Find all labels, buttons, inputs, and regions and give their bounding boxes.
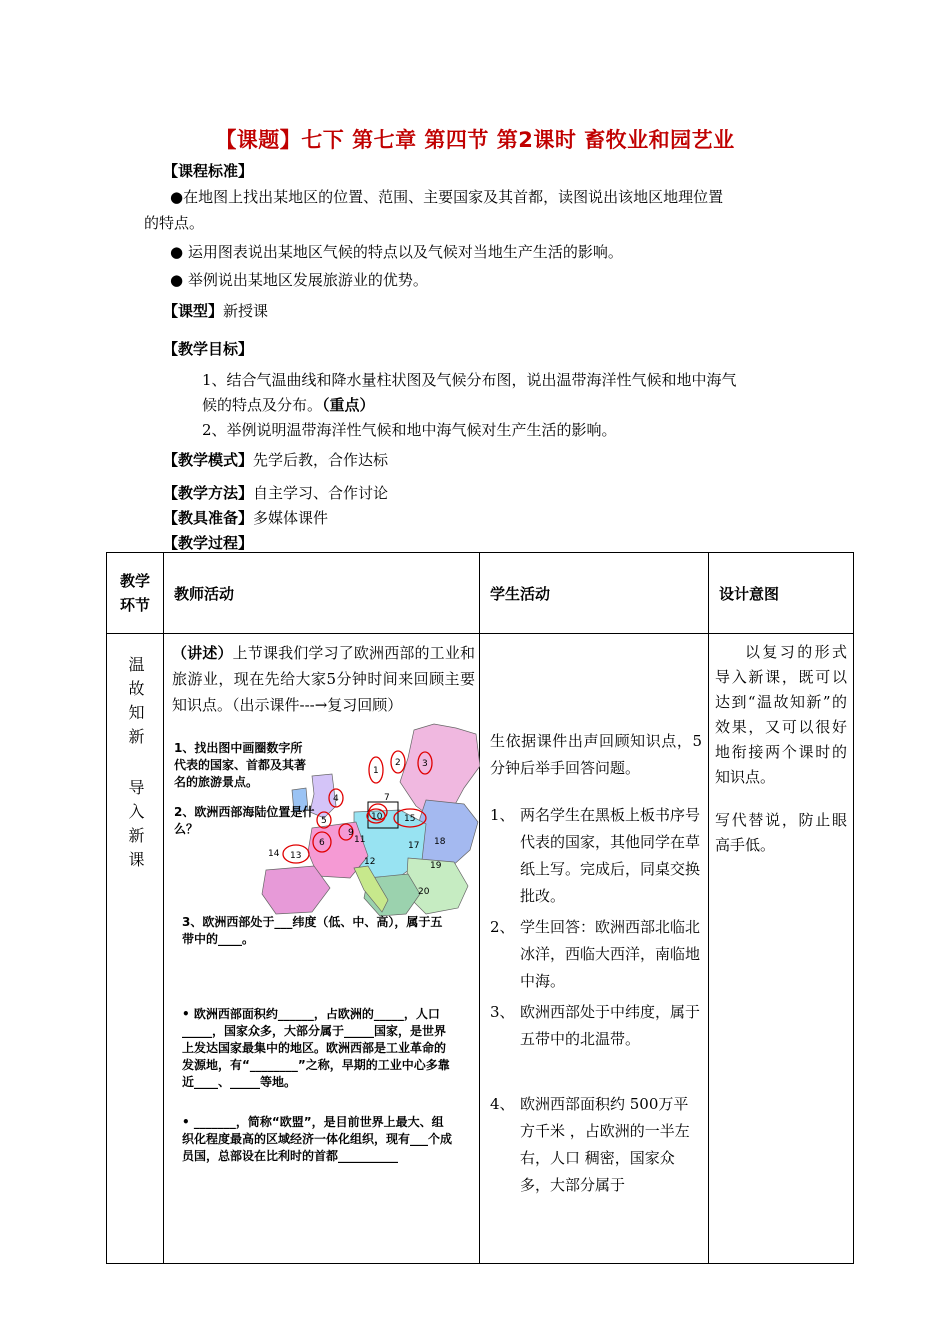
lesson-type-label: 【课型】 — [163, 302, 224, 320]
student-list — [480, 802, 708, 1199]
standard-bullet-1a: ●在地图上找出某地区的位置、范围、主要国家及其首都，读图说出该地区地理位置 — [170, 188, 724, 206]
student-item-4 — [490, 1091, 702, 1199]
stage-label: 温故知新 导入新课 — [126, 656, 145, 875]
student-intro: 生依据课件出声回顾知识点，5分钟后举手回答问题。 — [490, 732, 702, 777]
lesson-type-value: 新授课 — [223, 302, 269, 320]
map-number-15: 15 — [404, 814, 416, 824]
goal-1b — [202, 394, 375, 416]
map-number-3: 3 — [422, 759, 428, 769]
map-number-19: 19 — [430, 861, 442, 871]
slide-question-5-text: _______，简称“欧盟”，是目前世界上最大、组织化程度最高的区域经济一体化组织，现有___个成员国，总部设在比利时的首都__________ — [182, 1115, 453, 1163]
teacher-narration — [164, 634, 479, 718]
teacher-cell — [164, 634, 480, 1264]
method-label: 【教学方法】 — [163, 484, 254, 502]
map-number-4: 4 — [333, 794, 339, 804]
student-item-3-text: 欧洲西部处于中纬度，属于五带中的北温带。 — [520, 1003, 701, 1048]
student-item-1-num: 1、 — [490, 806, 515, 824]
map-number-18: 18 — [434, 837, 446, 847]
student-item-1 — [490, 802, 702, 910]
map-number-17: 17 — [408, 841, 420, 851]
student-item-1-text: 两名学生在黑板上板书序号代表的国家，其他同学在草纸上写。完成后，同桌交换批改。 — [520, 806, 701, 905]
map-number-11: 11 — [354, 835, 366, 845]
map-number-12: 12 — [364, 857, 376, 867]
lesson-type — [163, 300, 268, 322]
slide-question-1: 1、找出图中画圈数字所代表的国家、首都及其著名的旅游景点。 — [174, 741, 307, 789]
standard-bullet-3: ● 举例说出某地区发展旅游业的优势。 — [170, 271, 428, 289]
header-student: 学生活动 — [480, 553, 709, 634]
map-number-5: 5 — [321, 816, 327, 826]
process-heading: 【教学过程】 — [163, 534, 254, 552]
teaching-mode — [163, 449, 388, 471]
map-number-2: 2 — [395, 758, 401, 768]
map-number-1: 1 — [373, 766, 379, 776]
design-cell — [709, 634, 854, 1264]
slide-question-5: • _______，简称“欧盟”，是目前世界上最大、组织化程度最高的区域经济一体化组织，现有___个成员国，总部设在比利时的首都__________ — [182, 1115, 453, 1163]
goal-2: 2、举例说明温带海洋性气候和地中海气候对生产生活的影响。 — [202, 421, 617, 439]
goals-heading: 【教学目标】 — [163, 340, 254, 358]
student-cell — [480, 634, 709, 1264]
student-item-2 — [490, 914, 702, 995]
student-item-3 — [490, 999, 702, 1053]
header-design: 设计意图 — [709, 553, 854, 634]
goal-1b-text: 候的特点及分布。 — [202, 396, 323, 414]
map-number-10: 10 — [371, 812, 383, 822]
map-number-14: 14 — [268, 849, 280, 859]
map-number-9: 9 — [348, 828, 354, 838]
header-stage-line1: 教学 — [119, 572, 150, 590]
slide-question-2: 2、欧洲西部海陆位置是什么？ — [174, 805, 315, 836]
stage-cell — [107, 634, 164, 1264]
slide-question-4-text: 欧洲西部面积约______，占欧洲的_____，人口_____，国家众多，大部分属于_____国家，是世界上发达国家最集中的地区。欧洲西部是工业革命的发源地，有“________”之称，早期的工业中心多靠近____、_____等地。 — [182, 1007, 450, 1089]
student-item-2-num: 2、 — [490, 918, 515, 936]
map-number-20: 20 — [418, 887, 430, 897]
standard-bullet-1b: 的特点。 — [144, 214, 205, 232]
map-number-6: 6 — [319, 838, 325, 848]
method-value: 自主学习、合作讨论 — [253, 484, 389, 502]
teacher-tag: （讲述） — [172, 644, 233, 662]
student-item-4-text: 欧洲西部面积约 500万平方千米 ，占欧洲的一半左右，人口 稠密，国家众多，大部分属于 — [520, 1095, 690, 1194]
tools-value: 多媒体课件 — [253, 509, 329, 527]
page-title: 【课题】七下 第七章 第四节 第2课时 畜牧业和园艺业 — [215, 128, 735, 152]
student-item-2-text: 学生回答：欧洲西部北临北冰洋，西临大西洋，南临地中海。 — [520, 918, 701, 990]
table-row — [107, 634, 854, 1264]
standard-heading: 【课程标准】 — [163, 162, 254, 180]
table-header-row — [107, 553, 854, 634]
header-stage-line2: 环节 — [119, 596, 150, 614]
header-stage — [107, 553, 164, 634]
standard-bullet-2: ● 运用图表说出某地区气候的特点以及气候对当地生产生活的影响。 — [170, 243, 623, 261]
goal-1a: 1、结合气温曲线和降水量柱状图及气候分布图，说出温带海洋性气候和地中海气 — [202, 371, 737, 389]
student-item-4-num: 4、 — [490, 1095, 515, 1113]
slide-question-3: 3、欧洲西部处于___纬度（低、中、高），属于五带中的____。 — [182, 915, 443, 946]
map-number-13: 13 — [290, 851, 302, 861]
tools-label: 【教具准备】 — [163, 509, 254, 527]
teaching-method — [163, 482, 388, 504]
teaching-tools — [163, 507, 328, 529]
design-text-1: 以复习的形式导入新课，既可以达到“温故知新”的效果，又可以很好地衔接两个课时的知识点。 — [715, 643, 847, 786]
map-number-7: 7 — [384, 793, 390, 803]
review-slide — [164, 718, 479, 1263]
design-text-2: 写代替说，防止眼高手低。 — [715, 811, 847, 854]
mode-label: 【教学模式】 — [163, 451, 254, 469]
teacher-text: 上节课我们学习了欧洲西部的工业和旅游业，现在先给大家5分钟时间来回顾主要知识点。（出示课件---→复习回顾） — [172, 644, 475, 714]
process-table — [106, 552, 854, 1264]
goal-key-label: （重点） — [322, 396, 375, 414]
mode-value: 先学后教，合作达标 — [253, 451, 389, 469]
header-teacher: 教师活动 — [164, 553, 480, 634]
student-item-3-num: 3、 — [490, 1003, 515, 1021]
slide-question-4: • 欧洲西部面积约______，占欧洲的_____，人口_____，国家众多，大部分属于_____国家，是世界上发达国家最集中的地区。欧洲西部是工业革命的发源地，有“________”之称，早期的工业中心多靠近____、_____等地。 — [182, 1007, 450, 1089]
